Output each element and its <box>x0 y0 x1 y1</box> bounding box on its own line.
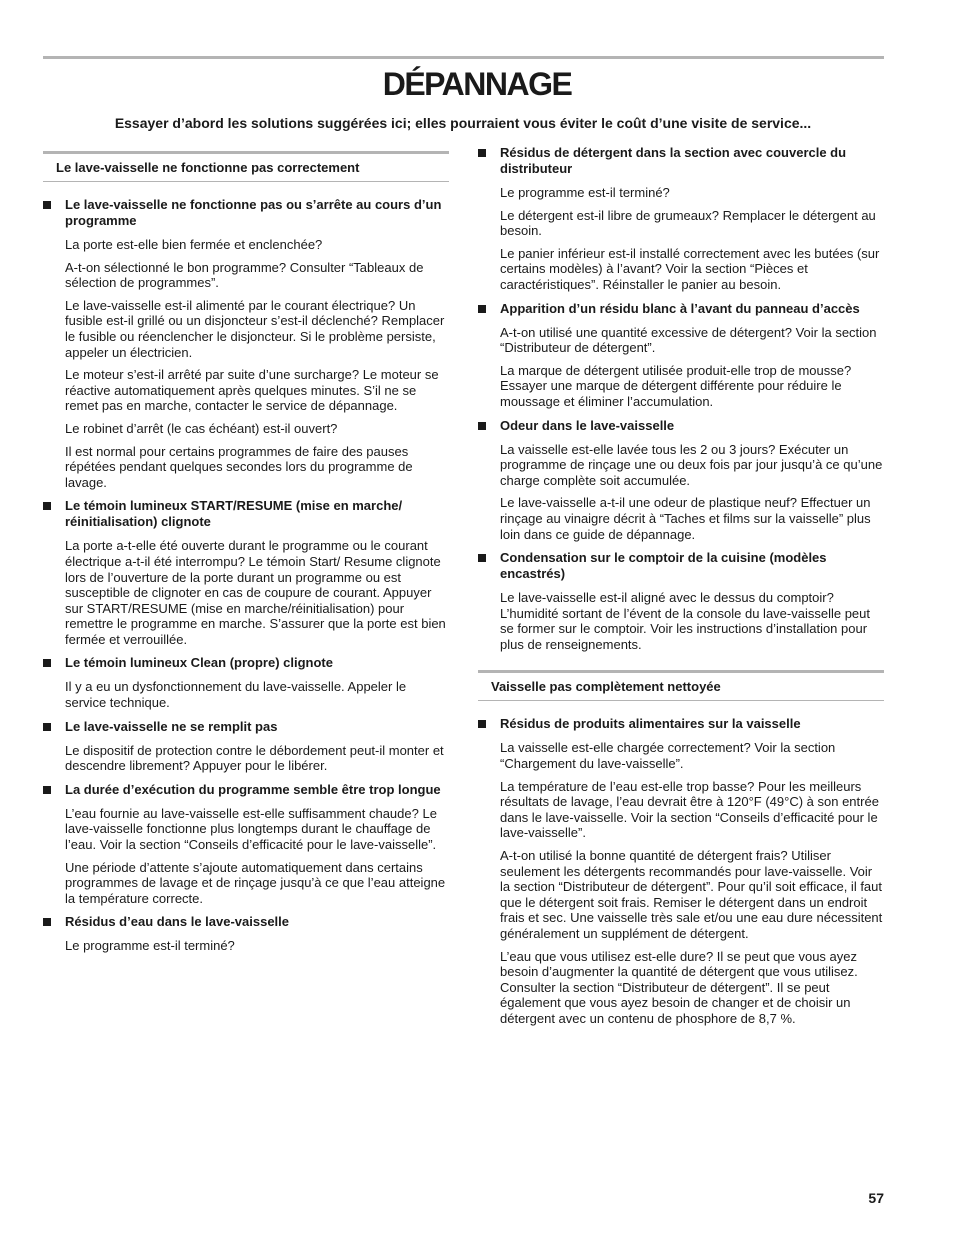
page-number: 57 <box>868 1190 884 1206</box>
answer-text: L’eau que vous utilisez est-elle dure? Il se peut que vous ayez besoin d’augmenter la quantité de détergent que vous utilisez. Consulter la section “Distributeur de détergent”. Il se peut également que vous ayez besoin de changer et de choisir un détergent avec un contenu de phosphore de 8,7 %. <box>500 948 858 1026</box>
list-item <box>478 550 884 652</box>
list-item <box>43 782 449 907</box>
page-title: DÉPANNAGE <box>382 66 572 102</box>
item-title: Résidus de produits alimentaires sur la vaisselle <box>478 716 884 732</box>
square-bullet-icon <box>43 918 51 926</box>
square-bullet-icon <box>43 201 51 209</box>
item-title: La durée d’exécution du programme semble être trop longue <box>43 782 449 798</box>
answer-text: Il y a eu un dysfonctionnement du lave-vaisselle. Appeler le service technique. <box>65 679 407 711</box>
square-bullet-icon <box>478 422 486 430</box>
item-title: Résidus d’eau dans le lave-vaisselle <box>43 914 449 930</box>
answer-text: La température de l’eau est-elle trop basse? Pour les meilleurs résultats de lavage, l’eau devrait être à 120°F (49°C) à son entrée dans le lave-vaisselle. Voir la section “Conseils d’efficacité pour le lave-vaisselle”. <box>500 778 879 841</box>
answer-text: Le dispositif de protection contre le débordement peut-il monter et descendre librement? Appuyer pour le libérer. <box>65 742 444 774</box>
square-bullet-icon <box>43 723 51 731</box>
answer-text: La porte a-t-elle été ouverte durant le programme ou le courant électrique a-t-il été interrompu? Le témoin Start/ Resume clignote lors de l’ouverture de la porte durant un programme ou est susceptible de clignoter en cas de coupure de courant. Appuyer sur START/RESUME (mise en marche/réinitialisation) pour remettre le programme en marche. S’assurer que la porte est bien fermée et verrouillée. <box>65 538 446 647</box>
list-item <box>43 197 449 490</box>
item-title: Le témoin lumineux START/RESUME (mise en marche/ réinitialisation) clignote <box>43 498 449 530</box>
right-column <box>478 145 884 1035</box>
section-heading-not-clean: Vaisselle pas complètement nettoyée <box>478 670 884 701</box>
answer-text: Le moteur s’est-il arrêté par suite d’une surcharge? Le moteur se réactive automatiquement après quelques minutes. S’il ne se remet pas en marche, contacter le service de dépannage. <box>65 367 439 414</box>
square-bullet-icon <box>43 659 51 667</box>
answer-text: Le lave-vaisselle a-t-il une odeur de plastique neuf? Effectuer un rinçage au vinaigre décrit à “Taches et films sur la vaisselle” plus loin dans ce guide de dépannage. <box>500 495 871 542</box>
answer-text: Le programme est-il terminé? <box>65 938 235 954</box>
item-title: Le lave-vaisselle ne se remplit pas <box>43 719 449 735</box>
answer-text: La marque de détergent utilisée produit-elle trop de mousse? Essayer une marque de détergent différente pour réduire le moussage et éliminer l’accumulation. <box>500 362 852 409</box>
section-heading-not-working: Le lave-vaisselle ne fonctionne pas correctement <box>43 151 449 182</box>
list-item <box>43 719 449 774</box>
intro-text: Essayer d’abord les solutions suggérées ici; elles pourraient vous éviter le coût d’une visite de service... <box>114 115 812 131</box>
answer-text: A-t-on sélectionné le bon programme? Consulter “Tableaux de sélection de programmes”. <box>65 259 424 291</box>
answer-text: L’eau fournie au lave-vaisselle est-elle suffisamment chaude? Le lave-vaisselle fonctionne plus longtemps durant le chauffage de l’eau. Voir la section “Conseils d’efficacité pour le lave-vaisselle”. <box>65 805 437 853</box>
list-item <box>478 145 884 293</box>
item-title: Apparition d’un résidu blanc à l’avant du panneau d’accès <box>478 301 884 317</box>
answer-text: Le robinet d’arrêt (le cas échéant) est-il ouvert? <box>65 420 338 436</box>
list-item <box>478 418 884 543</box>
answer-text: Le programme est-il terminé? <box>500 185 670 200</box>
square-bullet-icon <box>43 786 51 794</box>
list-item <box>43 655 449 710</box>
answer-text: A-t-on utilisé une quantité excessive de détergent? Voir la section “Distributeur de détergent”. <box>500 324 877 356</box>
answer-text: Le lave-vaisselle est-il aligné avec le dessus du comptoir? L’humidité sortant de l’évent de la console du lave-vaisselle peut se former sur le comptoir. Voir les instructions d’installation pour plus de renseignements. <box>500 590 871 652</box>
side-language-label <box>893 852 939 1052</box>
top-rule <box>43 56 884 59</box>
square-bullet-icon <box>478 149 486 157</box>
list-item <box>43 498 449 647</box>
item-title: Le lave-vaisselle ne fonctionne pas ou s’arrête au cours d’un programme <box>43 197 449 229</box>
square-bullet-icon <box>478 305 486 313</box>
list-item <box>478 301 884 410</box>
answer-text: La vaisselle est-elle chargée correctement? Voir la section “Chargement du lave-vaisselle”. <box>500 740 836 772</box>
square-bullet-icon <box>478 720 486 728</box>
square-bullet-icon <box>478 554 486 562</box>
list-item <box>43 914 449 954</box>
square-bullet-icon <box>43 502 51 510</box>
answer-text: Le lave-vaisselle est-il alimenté par le courant électrique? Un fusible est-il grillé ou un disjoncteur s’est-il déclenché? Remplacer le fusible ou réenclencher le disjoncteur. Si le problème persiste, appeler un électricien. <box>65 297 445 360</box>
answer-text: La porte est-elle bien fermée et enclenchée? <box>65 237 323 252</box>
answer-text: Le panier inférieur est-il installé correctement avec les butées (sur certains modèles) à l’avant? Voir la section “Pièces et caractéristiques”. Réinstaller le panier au besoin. <box>500 245 880 292</box>
item-title: Le témoin lumineux Clean (propre) clignote <box>43 655 449 671</box>
item-title: Odeur dans le lave-vaisselle <box>478 418 884 434</box>
answer-text: Le détergent est-il libre de grumeaux? Remplacer le détergent au besoin. <box>500 207 876 239</box>
left-column <box>43 151 449 962</box>
answer-text: La vaisselle est-elle lavée tous les 2 ou 3 jours? Exécuter un programme de rinçage une ou deux fois par jour jusqu’à ce qu’une charge complète soit accumulée. <box>500 441 883 488</box>
item-title: Condensation sur le comptoir de la cuisine (modèles encastrés) <box>478 550 884 582</box>
list-item <box>478 716 884 1026</box>
spacer <box>478 660 884 670</box>
answer-text: Une période d’attente s’ajoute automatiquement dans certains programmes de lavage et de rinçage jusqu’à ce que l’eau atteigne la température correcte. <box>65 859 446 906</box>
answer-text: Il est normal pour certains programmes de faire des pauses répétées pendant quelques secondes lors du programme de lavage. <box>65 443 413 490</box>
answer-text: A-t-on utilisé la bonne quantité de détergent frais? Utiliser seulement les détergents recommandés pour lave-vaisselle. Voir la section “Distributeur de détergent”. Pour qu’il soit efficace, il faut que le détergent soit frais. Remiser le détergent dans un endroit frais et sec. Une vaisselle très sale et/ou une eau dure nécessitent généralement un supplément de détergent. <box>500 848 883 941</box>
item-title: Résidus de détergent dans la section avec couvercle du distributeur <box>478 145 884 177</box>
